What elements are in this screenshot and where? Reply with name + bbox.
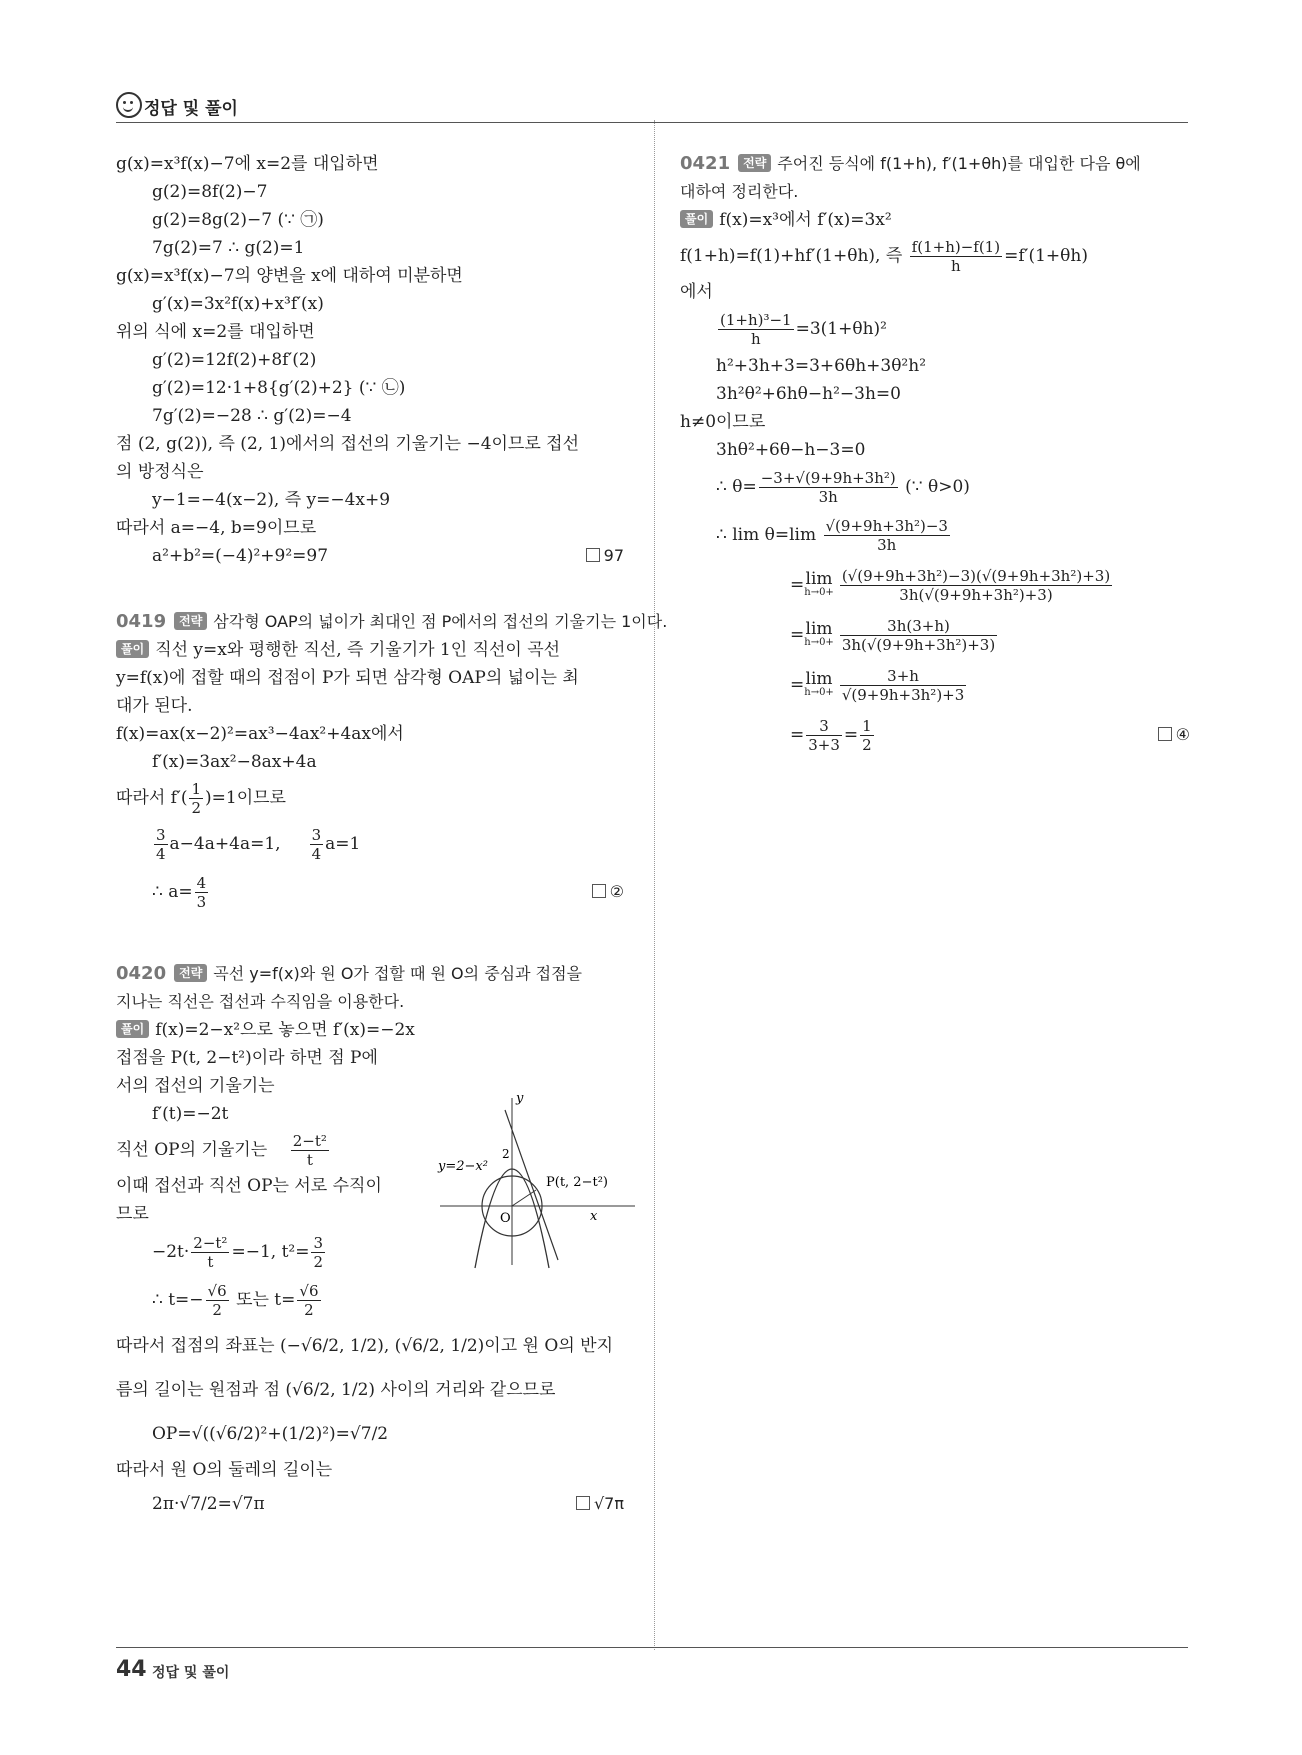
text-line [680, 206, 1190, 234]
text-line: g′(2)=12f(2)+8f′(2) [152, 350, 317, 370]
y-axis-label: y [516, 1091, 524, 1106]
denominator: 3h(√(9+9h+3h²)+3) [899, 586, 1053, 604]
text-line: 7g′(2)=−28 ∴ g′(2)=−4 [152, 406, 352, 426]
numerator: f(1+h)−f(1) [911, 238, 1001, 256]
denominator: t [306, 1151, 313, 1169]
text-line: f(x)=2−x²으로 놓으면 f′(x)=−2x [155, 1020, 415, 1040]
page-footer-rule [116, 1647, 1188, 1648]
text: =−1, t²= [231, 1242, 310, 1262]
text-line: 대가 된다. [116, 696, 193, 716]
solution-tag: 풀이 [116, 1020, 149, 1038]
footer-title: 정답 및 풀이 [152, 1665, 230, 1681]
text-line: g(2)=8g(2)−7 (∵ ㉠) [152, 210, 324, 230]
math-line [116, 868, 624, 916]
text-line: 따라서 원 O의 둘레의 길이는 [116, 1460, 333, 1480]
text-line: f′(t)=−2t [152, 1104, 229, 1124]
denominator: 2 [304, 1301, 314, 1319]
solution-tag: 풀이 [116, 640, 149, 658]
text-line: g(x)=x³f(x)−7의 양변을 x에 대하여 미분하면 [116, 266, 463, 286]
denominator: 3+3 [808, 736, 840, 754]
limit-sub: h→0+ [804, 686, 834, 698]
origin-label: O [500, 1211, 511, 1226]
text: 2π·√7/2=√7π [152, 1494, 265, 1514]
numerator: 3 [311, 826, 322, 844]
denominator: t [207, 1253, 214, 1271]
text-line: g(x)=x³f(x)−7에 x=2를 대입하면 [116, 154, 379, 174]
strategy-text: 대하여 정리한다. [680, 182, 799, 201]
text-line: g′(2)=12·1+8{g′(2)+2} (∵ ㉡) [152, 378, 406, 398]
math-line: 따라서 f′( $\frac{1}{2}$ )=1이므로 [116, 780, 286, 817]
text-line: 직선 y=x와 평행한 직선, 즉 기울기가 1인 직선이 곡선 [155, 640, 561, 660]
text: a=1 [325, 834, 361, 854]
denominator: 3 [196, 893, 207, 911]
text: ∴ lim θ=lim [716, 525, 817, 545]
problem-number: 0419 [116, 611, 167, 632]
fraction [806, 717, 842, 754]
denominator: 2 [313, 1253, 324, 1271]
answer-mark [586, 542, 624, 570]
text: a−4a+4a=1, [169, 834, 281, 854]
text-line: g(2)=8f(2)−7 [152, 182, 268, 202]
answer-mark [592, 868, 624, 916]
fraction [189, 780, 203, 817]
page-number: 44 [116, 1657, 147, 1682]
answer-value: 97 [603, 546, 624, 565]
text-line: 점 (2, g(2)), 즉 (2, 1)에서의 접선의 기울기는 −4이므로 접선 [116, 434, 580, 454]
strategy-text: 주어진 등식에 f(1+h), f′(1+θh)를 대입한 다음 θ에 [777, 154, 1141, 173]
numerator: 3 [313, 1234, 324, 1252]
text-line: y−1=−4(x−2), 즉 y=−4x+9 [152, 490, 391, 510]
math-line: = $\frac{3}{3+3}$ = $\frac{1}{2}$ ④ [680, 710, 1190, 760]
text-line [116, 1016, 624, 1044]
parabola-circle-figure [430, 1090, 640, 1270]
text-line: 름의 길이는 원점과 점 (√6/2, 1/2) 사이의 거리와 같으므로 [116, 1380, 556, 1400]
smiley-logo-icon [116, 92, 142, 118]
fraction [311, 1234, 325, 1271]
text-line: 접점을 P(t, 2−t²)이라 하면 점 P에 [116, 1048, 378, 1068]
limit-word: lim [805, 568, 833, 589]
math-line: =lim h→0+ $\frac{\text{(√(9+9h+3h²)−3)(√(9+9h+3h²)+3)}}{\text{3h(√(9+9h+3h²)+3)}}$ [790, 567, 1111, 604]
answer-mark [576, 1484, 624, 1524]
text: =1이므로 [211, 788, 286, 808]
math-line [680, 510, 1190, 560]
numerator: √6 [299, 1282, 319, 1300]
problem-number: 0420 [116, 963, 167, 984]
math-line: =lim h→0+ $\frac{3+h}{\text{√(9+9h+3h²)+3}}$ [790, 667, 965, 704]
answer-icon [586, 548, 600, 562]
text-line: 서의 접선의 기울기는 [116, 1076, 275, 1096]
text-line [116, 636, 624, 664]
denominator: h [750, 330, 761, 348]
text-line [116, 542, 624, 570]
fraction [840, 567, 1112, 604]
answer-value: ② [609, 882, 624, 901]
numerator: 2−t² [292, 1132, 327, 1150]
text-line: 따라서 접점의 좌표는 (−√6/2, 1/2), (√6/2, 1/2)이고 원 O의 반지 [116, 1336, 613, 1356]
problem-0420-header [116, 960, 624, 988]
solution-tag: 풀이 [680, 210, 713, 228]
fraction [759, 469, 898, 506]
limit-word: lim [805, 668, 833, 689]
text-line: OP=√((√6/2)²+(1/2)²)=√7/2 [152, 1424, 389, 1444]
text: (∵ θ>0) [905, 477, 970, 497]
right-column [680, 150, 1190, 760]
denominator: 3h [877, 536, 897, 554]
math-line [680, 464, 1190, 510]
text: =3(1+θh)² [795, 319, 887, 339]
denominator: 4 [156, 845, 166, 863]
header-title: 정답 및 풀이 [144, 99, 238, 119]
numerator: 3+h [840, 667, 966, 686]
denominator: 2 [212, 1301, 222, 1319]
fraction [824, 517, 950, 554]
limit [804, 568, 834, 600]
fraction [291, 1132, 329, 1169]
text: ∴ t=− [152, 1290, 204, 1310]
limit-sub: h→0+ [804, 586, 834, 598]
fraction [718, 311, 794, 348]
denominator: 3h(√(9+9h+3h²)+3) [841, 636, 996, 654]
numerator: 3 [156, 826, 166, 844]
math-line [680, 306, 1190, 352]
numerator: 2−t² [193, 1234, 228, 1252]
math-line [116, 1276, 624, 1324]
fraction [840, 617, 997, 654]
strategy-tag: 전략 [174, 612, 207, 630]
problem-number: 0421 [680, 153, 731, 174]
text: ∴ a= [152, 882, 193, 902]
y-intercept-label: 2 [502, 1147, 510, 1161]
answer-icon [576, 1496, 590, 1510]
numerator: 4 [196, 874, 207, 892]
page-header [116, 88, 1188, 123]
numerator: −3+√(9+9h+3h²) [760, 469, 896, 487]
denominator: 3h [818, 488, 838, 506]
text: =f′(1+θh) [1004, 246, 1088, 266]
limit [804, 668, 834, 700]
numerator: 3 [806, 717, 842, 736]
limit-word: lim [805, 618, 833, 639]
text: 또는 t= [236, 1290, 296, 1310]
strategy-text: 곡선 y=f(x)와 원 O가 접할 때 원 O의 중심과 접점을 [213, 964, 583, 983]
text-line: f′(x)=3ax²−8ax+4a [152, 752, 317, 772]
text-line: 에서 [680, 282, 713, 302]
fraction [195, 874, 209, 911]
fraction [154, 826, 168, 863]
fraction [840, 667, 966, 704]
strategy-text: 삼각형 OAP의 넓이가 최대인 점 P에서의 접선의 기울기는 1이다. [213, 612, 668, 631]
numerator: 1 [191, 780, 202, 798]
text-line: 위의 식에 x=2를 대입하면 [116, 322, 315, 342]
text: ∴ θ= [716, 477, 757, 497]
math-line [116, 1484, 624, 1524]
answer-icon [592, 884, 606, 898]
numerator: √(9+9h+3h²)−3 [825, 517, 948, 535]
text-line: f(x)=ax(x−2)²=ax³−4ax²+4ax에서 [116, 724, 404, 744]
fraction [860, 717, 874, 754]
fraction [297, 1282, 320, 1319]
curve-label: y=2−x² [438, 1159, 488, 1174]
math-line [680, 234, 1190, 278]
column-divider [654, 120, 655, 1650]
text-line: 의 방정식은 [116, 462, 204, 482]
text: 따라서 f′ [116, 788, 181, 808]
text-line: 3hθ²+6θ−h−3=0 [716, 440, 866, 460]
math-line: =lim h→0+ $\frac{3h(3+h)}{\text{3h(√(9+9h+3h²)+3)}}$ [790, 617, 996, 654]
text-line: g′(x)=3x²f(x)+x³f′(x) [152, 294, 324, 314]
problem-0421-header [680, 150, 1190, 178]
text-line: f(x)=x³에서 f′(x)=3x² [719, 210, 892, 230]
fraction [206, 1282, 229, 1319]
text: f(1+h)=f(1)+hf′(1+θh), 즉 [680, 246, 903, 266]
fraction [910, 238, 1002, 275]
text-line: 7g(2)=7 ∴ g(2)=1 [152, 238, 305, 258]
denominator: 2 [191, 799, 202, 817]
strategy-tag: 전략 [174, 964, 207, 982]
fraction [310, 826, 324, 863]
text-line: h≠0이므로 [680, 412, 766, 432]
numerator: (√(9+9h+3h²)−3)(√(9+9h+3h²)+3) [841, 567, 1111, 585]
strategy-tag: 전략 [738, 154, 771, 172]
numerator: 3h(3+h) [840, 617, 997, 636]
text-line: y=f(x)에 접할 때의 접점이 P가 되면 삼각형 OAP의 넓이는 최 [116, 668, 579, 688]
numerator: (1+h)³−1 [720, 311, 792, 329]
left-column [116, 150, 668, 1524]
text-line: h²+3h+3=3+6θh+3θ²h² [716, 356, 927, 376]
answer-value: ④ [1175, 725, 1190, 744]
text-line: 이때 접선과 직선 OP는 서로 수직이 [116, 1176, 382, 1196]
x-axis-label: x [590, 1209, 598, 1224]
math-line [116, 820, 624, 868]
numerator: √6 [207, 1282, 227, 1300]
denominator: √(9+9h+3h²)+3 [841, 686, 965, 704]
problem-0419-header [116, 608, 668, 636]
text-line: 므로 [116, 1204, 149, 1224]
strategy-text: 지나는 직선은 접선과 수직임을 이용한다. [116, 992, 405, 1011]
denominator: h [951, 257, 961, 275]
denominator: 4 [311, 845, 322, 863]
text: 직선 OP의 기울기는 [116, 1140, 268, 1160]
text: −2t· [152, 1242, 190, 1262]
fraction [191, 1234, 229, 1271]
limit [804, 618, 834, 650]
numerator: 1 [862, 717, 872, 735]
final-equation: a²+b²=(−4)²+9²=97 [152, 546, 329, 566]
answer-icon [1158, 727, 1172, 741]
denominator: 2 [862, 736, 872, 754]
limit-sub: h→0+ [804, 636, 834, 648]
text-line: 따라서 a=−4, b=9이므로 [116, 518, 317, 538]
answer-mark [1158, 710, 1190, 760]
answer-value: √7π [593, 1494, 624, 1513]
text-line: 3h²θ²+6hθ−h²−3h=0 [716, 384, 901, 404]
point-label: P(t, 2−t²) [546, 1175, 608, 1190]
